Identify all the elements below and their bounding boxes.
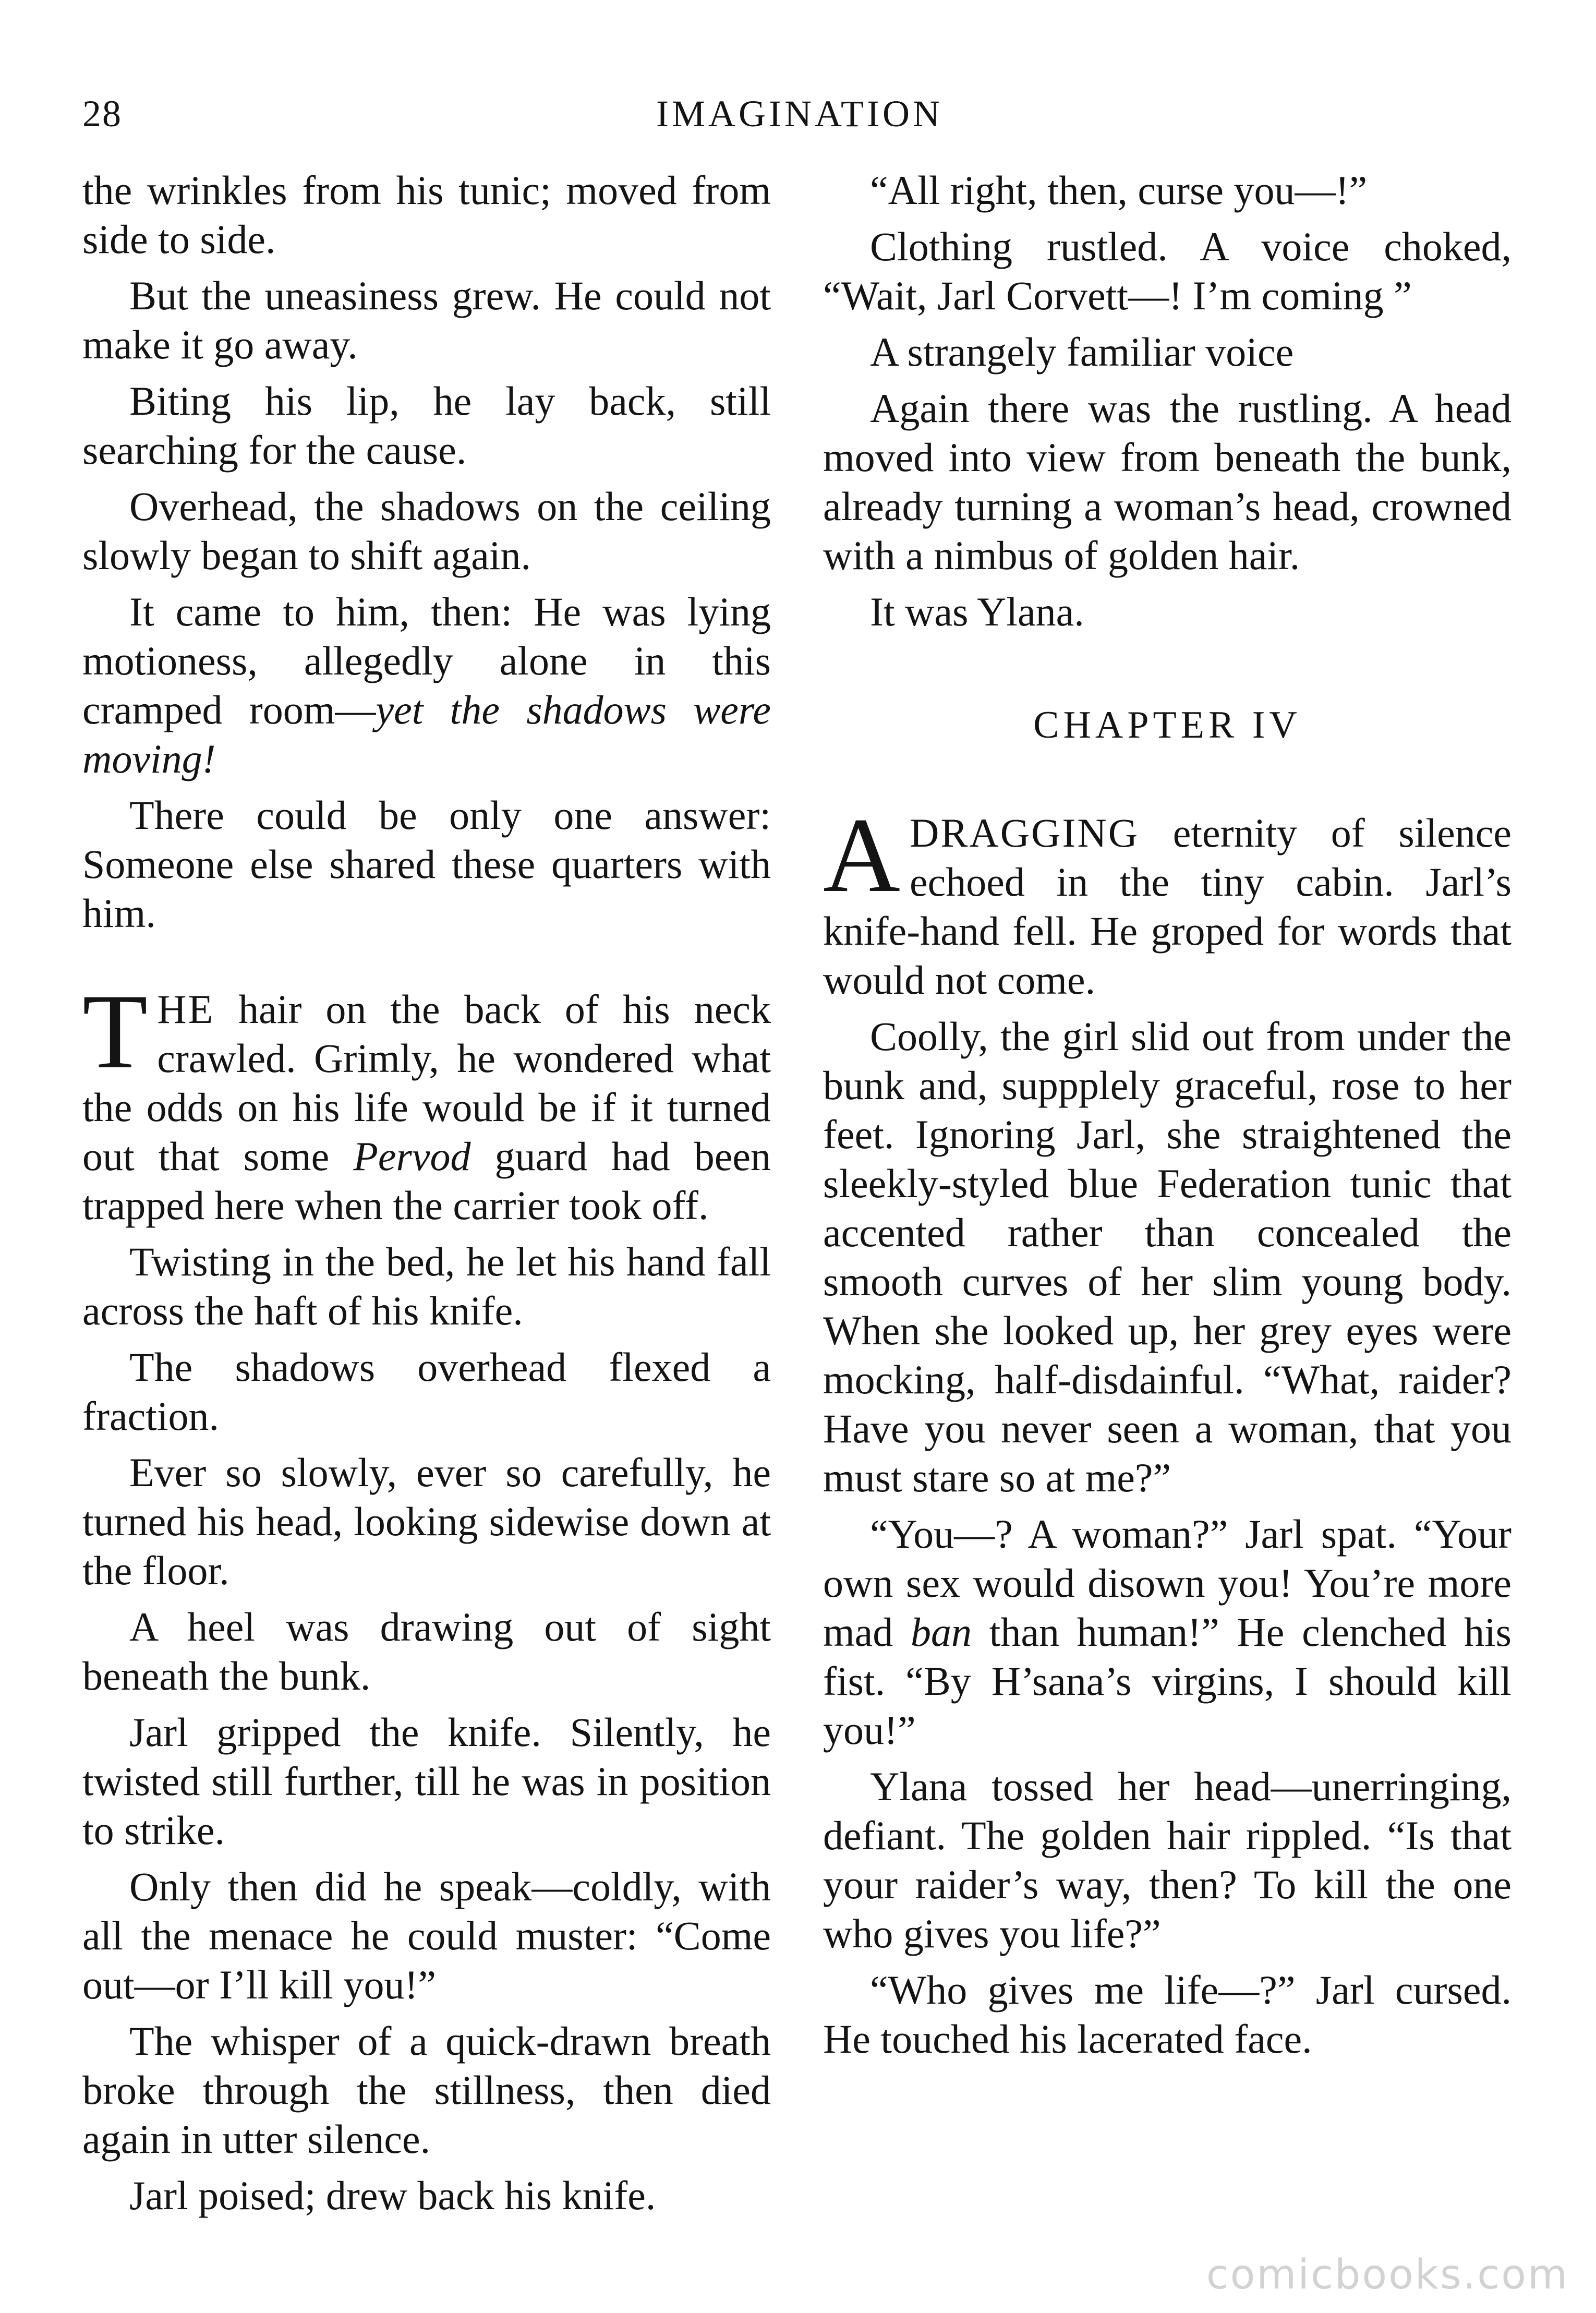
paragraph: Jarl poised; drew back his knife. — [129, 2173, 656, 2218]
paragraph: But the uneasiness grew. He could not make it go away. — [82, 273, 771, 367]
paragraph: Ever so slowly, ever so carefully, he turned his head, looking sidewise down at the floor. — [82, 1450, 771, 1593]
paragraph: A heel was drawing out of sight beneath the bunk. — [82, 1604, 771, 1698]
paragraph: The whisper of a quick-drawn breath broke through the stillness, then died again in utter silence. — [82, 2018, 771, 2162]
paragraph-text: It came to him, then: He was lying motioness, allegedly alone in this cramped room— — [82, 589, 771, 732]
paragraph: Twisting in the bed, he let his hand fall across the haft of his knife. — [82, 1239, 771, 1333]
watermark: comicbooks.com — [1206, 2251, 1569, 2298]
paragraph: Biting his lip, he lay back, still searching for the cause. — [82, 378, 771, 473]
drop-cap: A — [823, 796, 901, 914]
paragraph-text: “You—? A woman?” Jarl spat. “Your own sex would disown you! You’re more mad — [823, 1511, 1512, 1655]
paragraph: Ylana tossed her head—unerringing, defiant. The golden hair rippled. “Is that your raider’s way, then? To kill the one who gives you life?” — [823, 1764, 1512, 1956]
paragraph: There could be only one answer: Someone else shared these quarters with him. — [82, 792, 771, 936]
italic-text: yet the shadows were moving! — [82, 687, 771, 781]
paragraph — [82, 587, 771, 784]
paragraph-text: hair on the back of his neck crawled. Grimly, he wondered what the odds on his life would be if it turned out that some — [82, 986, 771, 1179]
italic-text: ban — [911, 1609, 972, 1655]
chapter-opening-paragraph — [823, 796, 1512, 1005]
paragraph: Only then did he speak—coldly, with all the menace he could muster: “Come out—or I’ll kill you!” — [82, 1864, 771, 2007]
paragraph — [823, 1510, 1512, 1755]
paragraph-text: eternity of silence echoed in the tiny cabin. Jarl’s knife-hand fell. He groped for words that would not come. — [823, 810, 1512, 1003]
paragraph: A strangely familiar voice — [870, 329, 1294, 375]
small-caps-text: HE — [157, 986, 215, 1032]
page-header — [82, 88, 1517, 145]
running-title: IMAGINATION — [656, 93, 943, 135]
paragraph: Jarl gripped the knife. Silently, he twisted still further, till he was in position to strike. — [82, 1709, 771, 1853]
italic-text: Pervod — [353, 1134, 471, 1179]
paragraph-text: than human!” He clenched his fist. “By H’sana’s virgins, I should kill you!” — [823, 1609, 1512, 1753]
paragraph: “All right, then, curse you—!” — [870, 167, 1368, 213]
paragraph-text: guard had been trapped here when the carrier took off. — [82, 1134, 771, 1228]
paragraph: Clothing rustled. A voice choked, “Wait, Jarl Corvett—! I’m coming ” — [823, 224, 1512, 318]
paragraph: “Who gives me life—?” Jarl cursed. He touched his lacerated face. — [823, 1967, 1512, 2062]
small-caps-text: DRAGGING — [910, 810, 1140, 856]
paragraph: the wrinkles from his tunic; moved from side to side. — [82, 167, 771, 262]
paragraph: The shadows overhead flexed a fraction. — [82, 1344, 771, 1439]
left-column — [82, 166, 771, 2227]
chapter-heading: CHAPTER IV — [1033, 704, 1301, 746]
paragraph: It was Ylana. — [870, 589, 1084, 634]
drop-cap: T — [82, 972, 148, 1091]
paragraph: Overhead, the shadows on the ceiling slowly began to shift again. — [82, 484, 771, 578]
right-column — [823, 166, 1512, 2071]
paragraph: Again there was the rustling. A head moved into view from beneath the bunk, already turning a woman’s head, crowned with a nimbus of golden hair. — [823, 386, 1512, 578]
section-opening-paragraph — [82, 972, 771, 1230]
page-number: 28 — [82, 93, 122, 135]
paragraph: Coolly, the girl slid out from under the bunk and, suppplely graceful, rose to her feet. Ignoring Jarl, she straightened the sleekly-styled blue Federation tunic that accented rather than concealed the smooth curves of her slim young body. When she looked up, her grey eyes were mocking, half-disdainful. “What, raider? Have you never seen a woman, that you must stare so at me?” — [823, 1014, 1512, 1500]
